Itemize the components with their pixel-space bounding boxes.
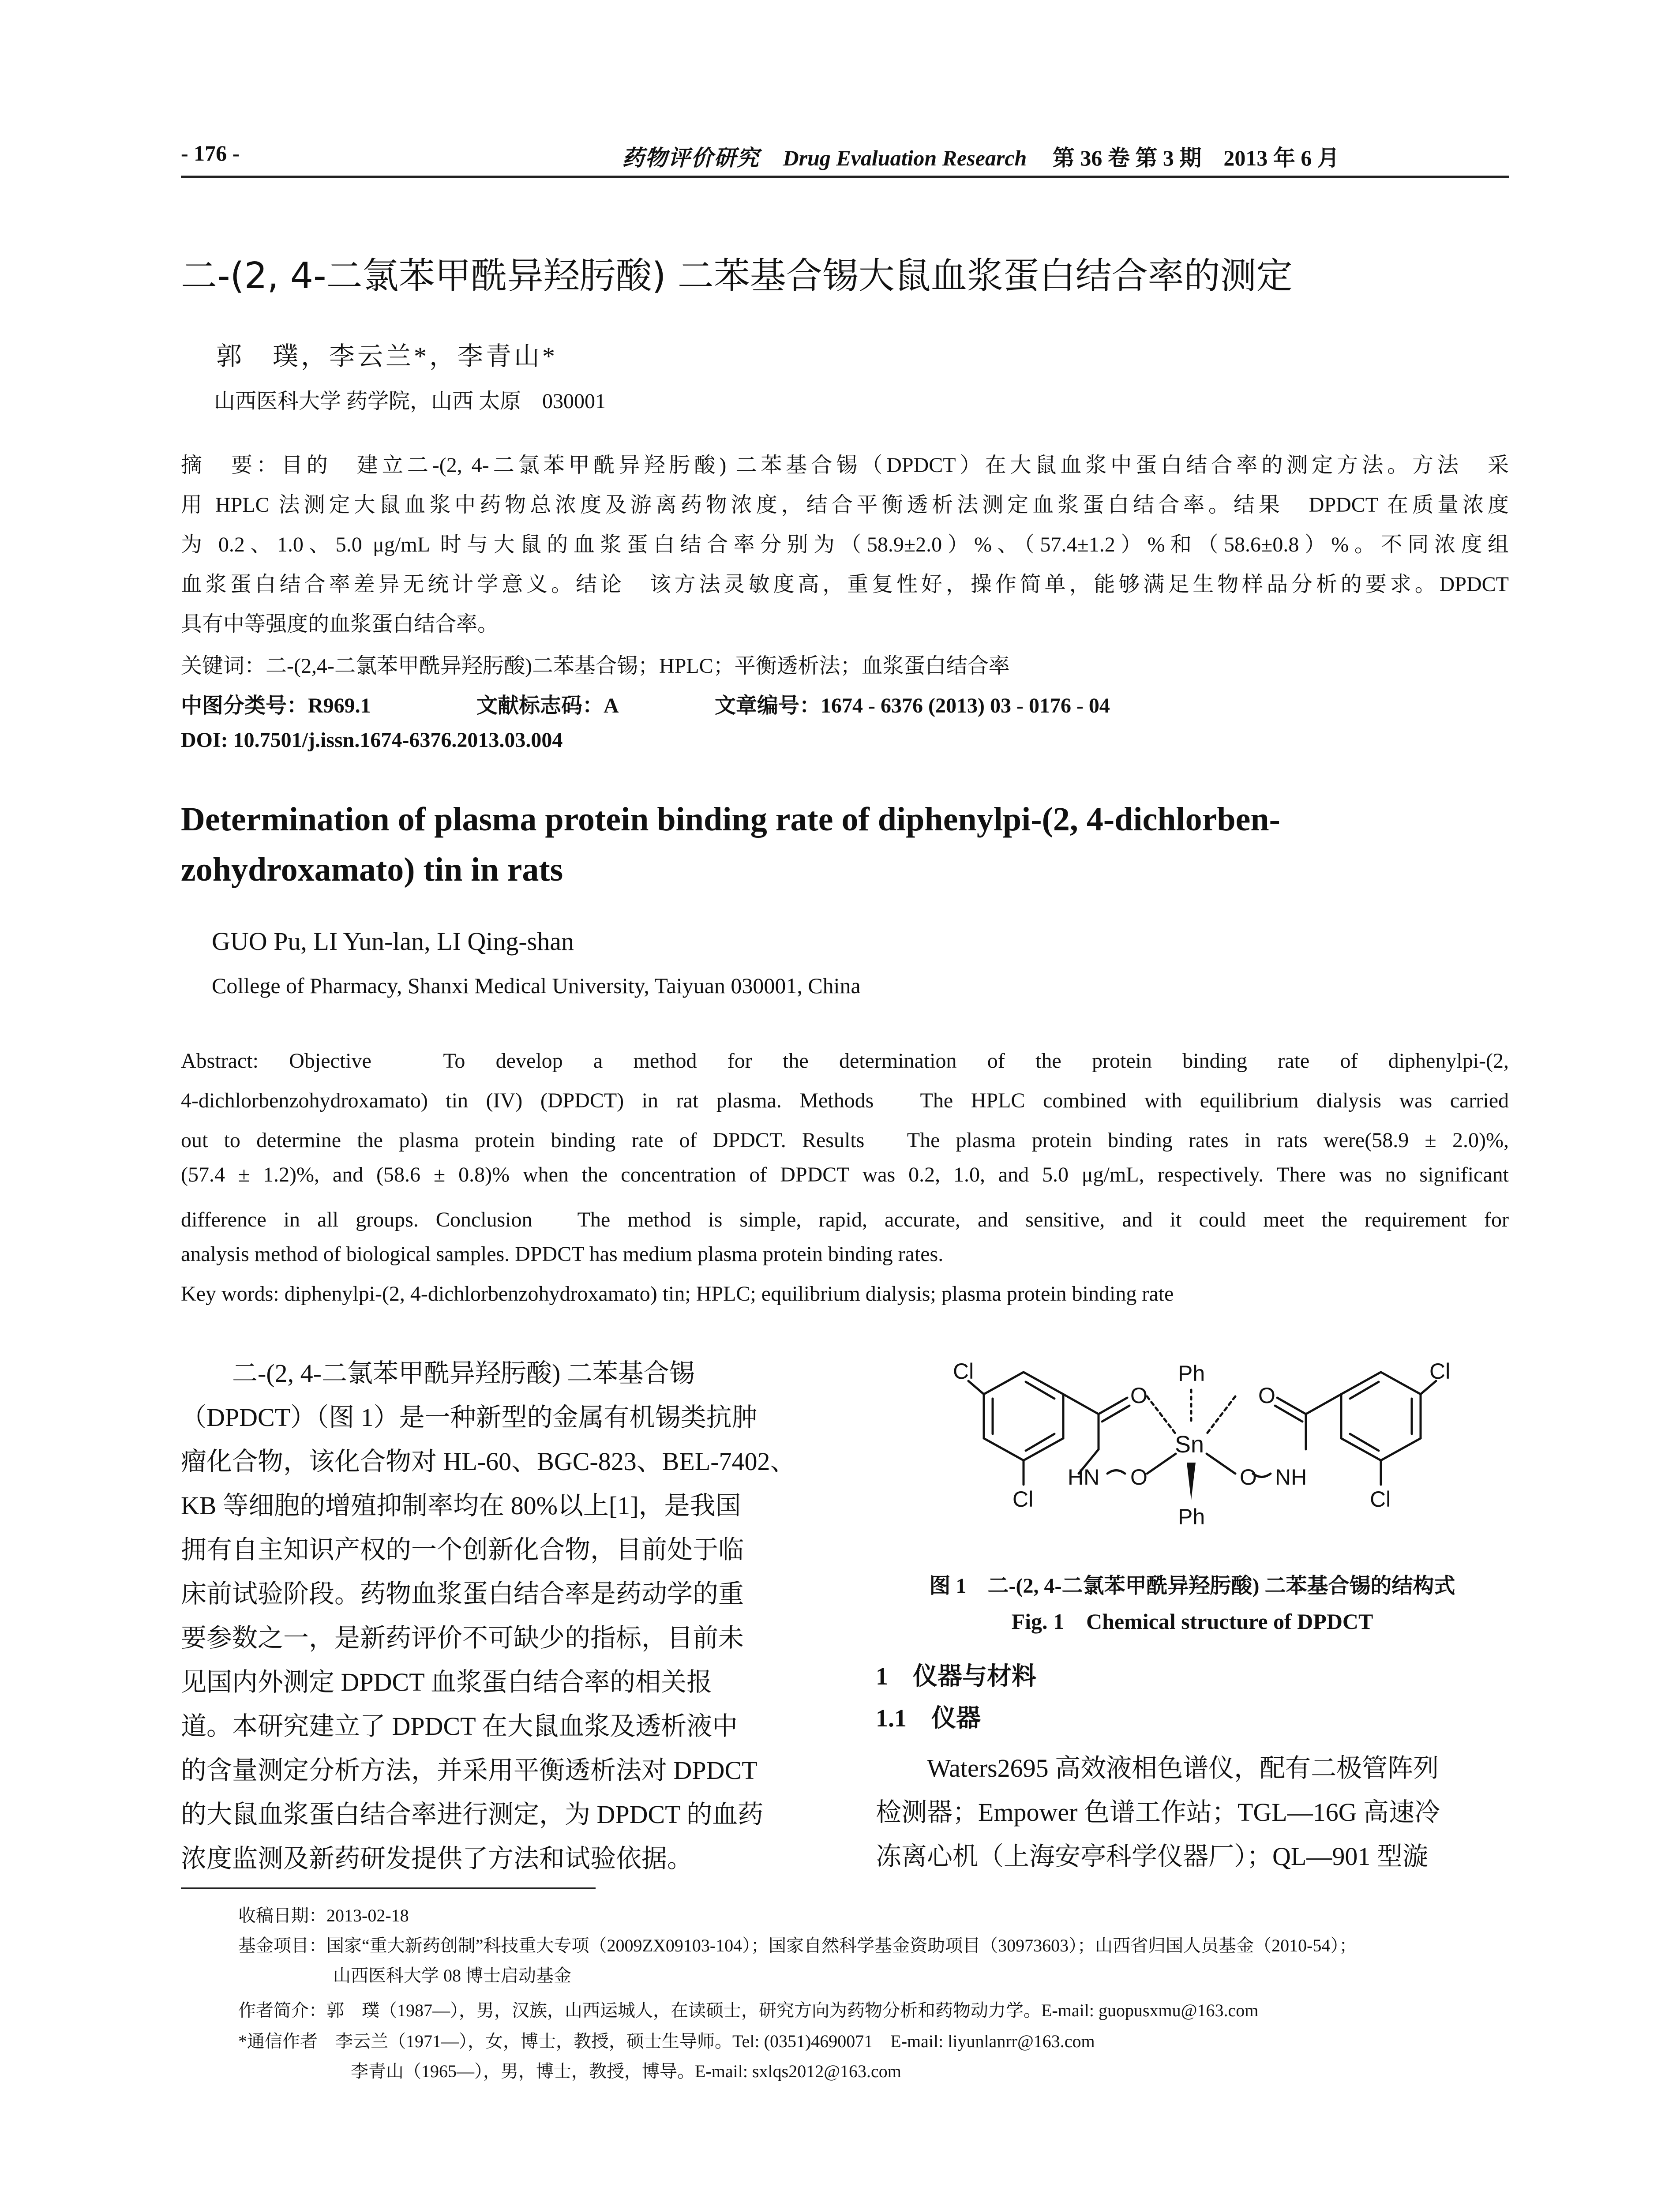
footnote-received: 收稿日期：2013-02-18: [238, 1906, 409, 1925]
abstract-zh-line: 血浆蛋白结合率差异无统计学意义。结论 该方法灵敏度高，重复性好，操作简单，能够满足生物样品分析的要求。DPDCT: [181, 573, 1509, 596]
body-line: KB 等细胞的增殖抑制率均在 80%以上[1]，是我国: [181, 1491, 741, 1520]
atom-label: Cl: [953, 1359, 974, 1384]
footnote-rule: [181, 1887, 596, 1889]
atom-label: Cl: [1012, 1487, 1034, 1512]
article-number: 文章编号：1674 - 6376 (2013) 03 - 0176 - 04: [715, 694, 1110, 717]
header-rule: [181, 176, 1509, 178]
atom-label: Cl: [1429, 1359, 1451, 1384]
body-line: 床前试验阶段。药物血浆蛋白结合率是药动学的重: [181, 1579, 744, 1608]
right-benzene-ring: [1341, 1372, 1421, 1460]
chemical-structure-figure: [931, 1332, 1474, 1562]
authors-en: GUO Pu, LI Yun-lan, LI Qing-shan: [212, 927, 574, 956]
body-line: 二-(2, 4-二氯苯甲酰异羟肟酸) 二苯基合锡: [232, 1359, 695, 1388]
abstract-en-line: out to determine the plasma protein binding rate of DPDCT. Results The plasma protein binding rates in rats were(58.9 ± 2.0)%,: [181, 1129, 1509, 1152]
footnote-author: 作者简介：郭 璞（1987—），男，汉族，山西运城人，在读硕士，研究方向为药物分析和药物动力学。E-mail: guopusxmu@163.com: [238, 2000, 1259, 2020]
atom-label: HN: [1068, 1465, 1100, 1489]
abstract-zh-line: 具有中等强度的血浆蛋白结合率。: [181, 612, 499, 636]
title-zh: 二-(2, 4-二氯苯甲酰异羟肟酸) 二苯基合锡大鼠血浆蛋白结合率的测定: [181, 255, 1293, 297]
body-line: 要参数之一，是新药评价不可缺少的指标，目前未: [181, 1624, 744, 1652]
figure-caption-en: Fig. 1 Chemical structure of DPDCT: [1011, 1609, 1373, 1634]
body-line: 的含量测定分析方法，并采用平衡透析法对 DPDCT: [181, 1756, 758, 1785]
body-line: 见国内外测定 DPDCT 血浆蛋白结合率的相关报: [181, 1668, 712, 1696]
abstract-en-line: (57.4 ± 1.2)%, and (58.6 ± 0.8)% when the concentration of DPDCT was 0.2, 1.0, and 5.0 μg/mL, respectively. There was no significant: [181, 1163, 1509, 1186]
abstract-en-line: 4-dichlorbenzohydroxamato) tin (IV) (DPDCT) in rat plasma. Methods The HPLC combined with equilibrium dialysis was carried: [181, 1089, 1509, 1112]
affiliation-en: College of Pharmacy, Shanxi Medical University, Taiyuan 030001, China: [212, 973, 861, 998]
abstract-en-line: difference in all groups. Conclusion The method is simple, rapid, accurate, and sensitive, and it could meet the requirement for: [181, 1208, 1509, 1231]
atom-label: O: [1258, 1383, 1275, 1408]
atom-label: Cl: [1370, 1487, 1391, 1512]
body-line: 检测器；Empower 色谱工作站；TGL—16G 高速冷: [876, 1798, 1440, 1827]
journal-name-en: Drug Evaluation Research: [783, 146, 1027, 170]
body-line: 道。本研究建立了 DPDCT 在大鼠血浆及透析液中: [181, 1712, 738, 1741]
atom-label: O: [1240, 1465, 1257, 1489]
body-line: 瘤化合物，该化合物对 HL-60、BGC-823、BEL-7402、: [181, 1447, 796, 1476]
affiliation-zh: 山西医科大学 药学院，山西 太原 030001: [214, 390, 606, 413]
left-benzene-ring: [984, 1372, 1063, 1460]
footnote-fund-cont: 山西医科大学 08 博士启动基金: [333, 1966, 571, 1985]
body-line: （DPDCT）（图 1）是一种新型的金属有机锡类抗肿: [181, 1403, 758, 1432]
document-code: 文献标志码：A: [476, 694, 619, 717]
atom-label: O: [1130, 1465, 1148, 1489]
abstract-en-line: Abstract: Objective To develop a method for the determination of the protein binding rate of diphenylpi-(2,: [181, 1049, 1509, 1073]
wedge-bond: [1187, 1463, 1196, 1500]
title-en: Determination of plasma protein binding rate of diphenylpi-(2, 4-dichlorben-zohydroxamato) tin in rats: [181, 801, 1280, 888]
abstract-zh-line: 摘 要：目的 建立二-(2, 4-二氯苯甲酰异羟肟酸) 二苯基合锡（DPDCT）在大鼠血浆中蛋白结合率的测定方法。方法 采: [181, 454, 1509, 477]
classification-row: [181, 688, 1509, 719]
atom-label: Ph: [1178, 1504, 1205, 1529]
subsection-heading: 1.1 仪器: [876, 1705, 981, 1732]
section-heading: 1 仪器与材料: [876, 1663, 1036, 1690]
journal-logo: 药物评价研究: [622, 145, 760, 171]
atom-label: O: [1130, 1383, 1148, 1408]
abstract-en-line: analysis method of biological samples. DPDCT has medium plasma protein binding rates.: [181, 1242, 944, 1266]
footnote-fund: 基金项目：国家“重大新药创制”科技重大专项（2009ZX09103-104）；国家自然科学基金资助项目（30973603）；山西省归国人员基金（2010-54）；: [238, 1936, 1357, 1955]
footnote-corresponding-cont: 李青山（1965—），男，博士，教授，博导。E-mail: sxlqs2012@163.com: [351, 2061, 901, 2081]
authors-zh: 郭 璞，李云兰*，李青山*: [216, 342, 558, 371]
atom-label: Sn: [1175, 1431, 1204, 1458]
issue-info: 第 36 卷 第 3 期 2013 年 6 月: [1052, 146, 1339, 170]
keywords-en: Key words: diphenylpi-(2, 4-dichlorbenzohydroxamato) tin; HPLC; equilibrium dialysis; plasma protein binding rate: [181, 1282, 1174, 1306]
figure-caption-zh: 图 1 二-(2, 4-二氯苯甲酰异羟肟酸) 二苯基合锡的结构式: [929, 1574, 1455, 1598]
body-line: 拥有自主知识产权的一个创新化合物，目前处于临: [181, 1535, 744, 1564]
body-line: Waters2695 高效液相色谱仪，配有二极管阵列: [927, 1754, 1439, 1782]
atom-label: Ph: [1178, 1361, 1205, 1386]
body-line: 的大鼠血浆蛋白结合率进行测定，为 DPDCT 的血药: [181, 1800, 764, 1829]
running-header: [181, 140, 1509, 176]
atom-label: NH: [1275, 1465, 1307, 1489]
page-number: - 176 -: [181, 141, 240, 165]
keywords-zh: 关键词：二-(2,4-二氯苯甲酰异羟肟酸)二苯基合锡；HPLC；平衡透析法；血浆蛋白结合率: [181, 654, 1010, 678]
body-line: 冻离心机（上海安亭科学仪器厂）；QL—901 型漩: [876, 1842, 1428, 1871]
clc-number: 中图分类号：R969.1: [181, 694, 371, 717]
doi: DOI: 10.7501/j.issn.1674-6376.2013.03.004: [181, 728, 563, 752]
abstract-zh-line: 用 HPLC 法测定大鼠血浆中药物总浓度及游离药物浓度，结合平衡透析法测定血浆蛋白结合率。结果 DPDCT 在质量浓度: [181, 493, 1509, 517]
footnote-corresponding: *通信作者 李云兰（1971—），女，博士，教授，硕士生导师。Tel: (0351)4690071 E-mail: liyunlanrr@163.com: [238, 2031, 1095, 2051]
body-line: 浓度监测及新药研发提供了方法和试验依据。: [181, 1844, 693, 1873]
abstract-zh-line: 为 0.2、1.0、5.0 μg/mL 时与大鼠的血浆蛋白结合率分别为（58.9±2.0）%、（57.4±1.2）%和（58.6±0.8）%。不同浓度组: [181, 533, 1509, 556]
journal-masthead: [622, 140, 1339, 172]
